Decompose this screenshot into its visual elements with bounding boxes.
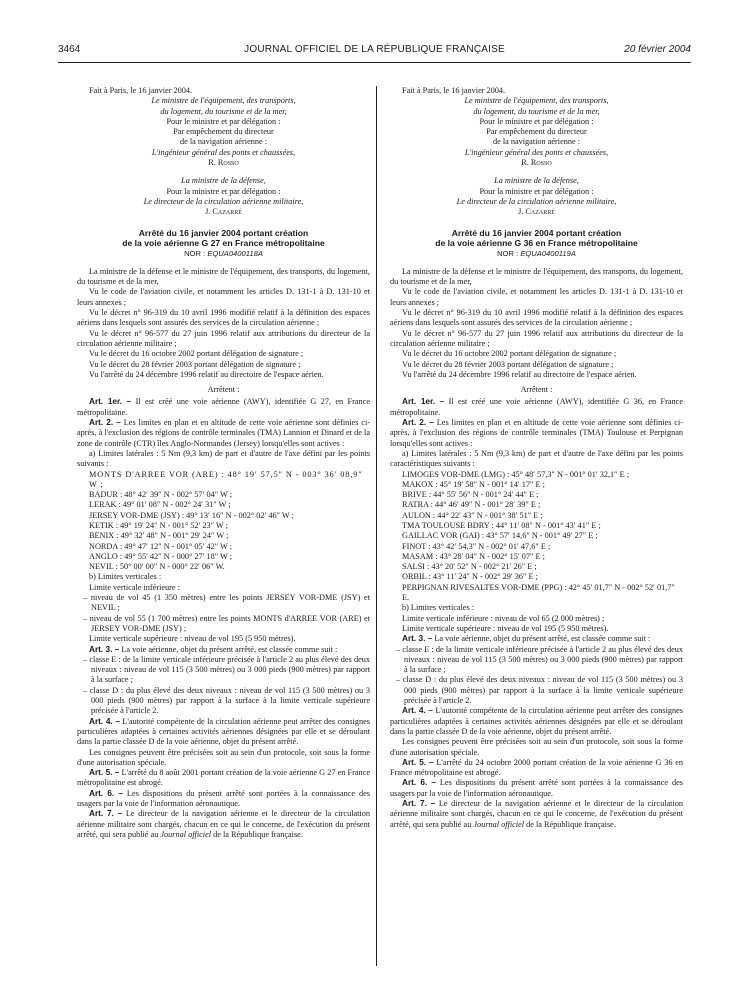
- journal-name: Journal officiel: [160, 829, 212, 839]
- class-item: – classe E : de la limite verticale inférieure précisée à l'article 2 au plus élevé des deux niveaux : niveau de vol 115 (3 500 mètres) ou 3 000 pieds (900 mètres) par rapport à la surface ;: [396, 644, 683, 675]
- preamble-paragraph: Vu le décret du 16 octobre 2002 portant délégation de signature ;: [89, 349, 304, 359]
- article-text-end: de la République française.: [526, 819, 616, 829]
- signature-line: La ministre de la défense,: [494, 176, 579, 186]
- waypoint: LERAK : 49° 01′ 08″ N - 002° 24′ 31″ W ;: [89, 500, 231, 510]
- vertical-limits: b) Limites verticales :: [89, 572, 162, 582]
- preamble-paragraph: Vu le décret n° 96-319 du 10 avril 1996 modifié relatif à la définition des espaces aériens dans lesquels sont assurés des services de la circulation aérienne ;: [390, 308, 683, 328]
- signature-line: du logement, du tourisme et de la mer,: [473, 106, 600, 116]
- signature-line: Par empêchement du directeur: [486, 127, 587, 137]
- signature-line: Pour le ministre et par délégation :: [479, 116, 594, 126]
- nor-code: EQUA0400118A: [207, 248, 263, 258]
- signature-line: La ministre de la défense,: [181, 176, 266, 186]
- decree-title-line: de la voie aérienne G 27 en France métropolitaine: [122, 238, 325, 249]
- waypoint: ANGLO : 49° 55′ 42″ N - 000° 27′ 18″ W ;: [89, 551, 233, 561]
- waypoint: ORBIL : 43° 11′ 24″ N - 002° 29′ 36″ E ;: [402, 572, 538, 582]
- article-text: La voie aérienne, objet du présent arrêté, est classée comme suit :: [434, 634, 651, 644]
- preamble-paragraph: Vu le décret n° 96-319 du 10 avril 1996 modifié relatif à la définition des espaces aériens dans lesquels sont assurés des services de la circulation aérienne ;: [77, 308, 370, 328]
- article-label: Art. 2. –: [402, 418, 434, 428]
- signature-line: L'ingénieur général des ponts et chaussées,: [151, 147, 296, 157]
- arretent-heading: Arrêtent :: [207, 385, 240, 395]
- lower-limit-item: – niveau de vol 45 (1 350 mètres) entre les points JERSEY VOR-DME (JSY) et NEVIL ;: [83, 593, 370, 613]
- waypoint: MONTS D'ARREE VOR (ARE) : 48° 19′ 57,5″ N - 003° 36′ 08,9″ W ;: [89, 469, 363, 489]
- article-label: Art. 6. –: [89, 788, 123, 798]
- waypoint: NORDA : 49° 47′ 12″ N - 001° 05′ 42″ W ;: [89, 541, 233, 551]
- waypoint: AULON : 44° 22′ 43″ N - 001° 38′ 51″ E ;: [402, 510, 543, 520]
- article-1: [77, 397, 370, 418]
- waypoint: KETIK : 49° 19′ 24″ N - 001° 52′ 23″ W ;: [89, 520, 228, 530]
- article-text: Il est créé une voie aérienne (AWY), identifiée G 36, en France métropolitaine.: [390, 397, 684, 417]
- nor-reference: [390, 249, 683, 259]
- preamble-paragraph: La ministre de la défense et le ministre de l'équipement, des transports, du logement, du tourisme et de la mer,: [77, 266, 370, 287]
- preamble-paragraph: Vu l'arrêté du 24 décembre 1996 relatif au directoire de l'espace aérien.: [89, 369, 324, 379]
- signature-place-date: Fait à Paris, le 16 janvier 2004.: [402, 86, 506, 95]
- vertical-limits: b) Limites verticales :: [402, 603, 475, 613]
- decree-title-line: Arrêté du 16 janvier 2004 portant création: [138, 227, 309, 238]
- waypoint: SALSI : 43° 20′ 52″ N - 002° 21′ 26″ E ;: [402, 562, 537, 572]
- signature-line: Le directeur de la circulation aérienne militaire,: [143, 196, 304, 206]
- preamble-paragraph: Vu le décret n° 96-577 du 27 juin 1996 relatif aux attributions du directeur de la circulation aérienne militaire ;: [390, 328, 683, 348]
- lower-limit: Limite verticale inférieure : niveau de vol 65 (2 000 mètres) ;: [402, 613, 605, 623]
- lower-limit: Limite verticale inférieure :: [89, 582, 180, 592]
- article-text: L'autorité compétente de la circulation aérienne peut arrêter des consignes particulières adaptées à certaines activités aériennes désignées par elle et se déroulant dans la partie classée D de la voie aérienne, objet du présent arrêté.: [390, 706, 683, 736]
- class-item: – classe D : du plus élevé des deux niveaux : niveau de vol 115 (3 500 mètres) ou 3 000 pieds (900 mètres) par rapport à la surface à la limite verticale supérieure précisée à l'article 2.: [83, 685, 370, 716]
- signature-line: Le directeur de la circulation aérienne militaire,: [456, 196, 617, 206]
- article-text: L'arrêté du 24 octobre 2000 portant création de la voie aérienne G 36 en France métropolitaine est abrogé.: [390, 757, 683, 778]
- article-6: [77, 789, 370, 810]
- issue-date: 20 février 2004: [624, 44, 691, 55]
- article-label: Art. 1er. –: [402, 397, 445, 407]
- signature-line: Pour la ministre et par délégation :: [479, 186, 594, 196]
- preamble-paragraph: Vu l'arrêté du 24 décembre 1996 relatif au directoire de l'espace aérien.: [402, 369, 637, 379]
- preamble-paragraph: Vu le décret n° 96-577 du 27 juin 1996 relatif aux attributions du directeur de la circulation aérienne militaire ;: [77, 328, 370, 348]
- article-3: [77, 645, 370, 655]
- lower-limit-item: – niveau de vol 55 (1 700 mètres) entre les points MONTS d'ARREE VOR (ARE) et JERSEY VOR-DME (JSY) ;: [83, 613, 370, 633]
- article-text: Les dispositions du présent arrêté sont portées à la connaissance des usagers par la voie de l'information aéronautique.: [390, 778, 683, 798]
- waypoint: BADUR : 48° 42′ 39″ N - 002° 57′ 04″ W ;: [89, 490, 233, 500]
- header-rule: [58, 62, 691, 63]
- article-3: [390, 634, 683, 644]
- right-column: [390, 86, 683, 830]
- signature-line: du logement, du tourisme et de la mer,: [160, 106, 287, 116]
- preamble-paragraph: Vu le code de l'aviation civile, et notamment les articles D. 131-1 à D. 131-10 et leurs annexes ;: [77, 287, 370, 307]
- left-column: [77, 86, 370, 840]
- signatory-name: J. Cazarré: [518, 207, 555, 217]
- decree-title: [77, 228, 370, 249]
- signatory-name: R. Rosso: [521, 158, 552, 168]
- column-separator: [376, 86, 377, 966]
- waypoint: BRIVE : 44° 55′ 56″ N - 001° 24′ 44″ E ;: [402, 490, 539, 500]
- waypoint: MASAM : 43° 28′ 04″ N - 002° 15′ 07″ E ;: [402, 551, 545, 561]
- signature-line: Pour la ministre et par délégation :: [166, 186, 281, 196]
- signature-line: Par empêchement du directeur: [173, 127, 274, 137]
- waypoint: GAILLAC VOR (GAI) : 43° 57′ 14,6″ N - 001° 49′ 27″ E ;: [402, 531, 598, 541]
- class-item: – classe E : de la limite verticale inférieure précisée à l'article 2 au plus élevé des deux niveaux : niveau de vol 115 (3 500 mètres) ou 3 000 pieds (900 mètres) par rapport à la surface ;: [83, 654, 370, 685]
- article-text: L'arrêté du 8 août 2001 portant création de la voie aérienne G 27 en France métropolitaine est abrogé.: [77, 768, 371, 788]
- article-label: Art. 7. –: [402, 799, 436, 808]
- lateral-limits: a) Limites latérales : 5 Nm (9,3 km) de part et d'autre de l'axe défini par les points suivants :: [77, 448, 370, 469]
- decree-title-line: Arrêté du 16 janvier 2004 portant création: [451, 227, 622, 238]
- upper-limit: Limite verticale supérieure : niveau de vol 195 (5 950 mètres).: [402, 623, 609, 633]
- article-5: [390, 758, 683, 779]
- nor-label: NOR :: [497, 248, 519, 258]
- article-text: Le directeur de la navigation aérienne et le directeur de la circulation aérienne militaire sont chargés, chacun en ce qui le concerne, de l'exécution du présent arrêté, qui sera publié au: [77, 809, 370, 839]
- preamble-paragraph: La ministre de la défense et le ministre de l'équipement, des transports, du logement, du tourisme et de la mer,: [390, 266, 683, 287]
- page-header: [58, 44, 691, 60]
- article-6: [390, 778, 683, 799]
- nor-reference: [77, 249, 370, 259]
- page-number: 3464: [58, 44, 81, 55]
- article-4: [390, 706, 683, 737]
- article-text-end: de la République française.: [213, 829, 303, 839]
- article-text: Les limites en plan et en altitude de cette voie aérienne sont définies ci-après, à l'exclusion des régions de contrôle terminales (TMA) Lannion et Dinard et de la zone de contrôle (CTR) îles Anglo-Normandes (Jersey) lorsqu'elles sont actives :: [77, 418, 370, 448]
- article-text: L'autorité compétente de la circulation aérienne peut arrêter des consignes particulières adaptées à certaines activités aériennes désignées par elle et se déroulant dans la partie classée D de la voie aérienne, objet du présent arrêté.: [77, 716, 370, 747]
- waypoint: MAKOX : 45° 19′ 58″ N - 001° 14′ 17″ E ;: [402, 479, 545, 489]
- article-7: [390, 799, 683, 830]
- article-text: Le directeur de la navigation aérienne et le directeur de la circulation aérienne militaire sont chargés, chacun en ce qui le concerne, de l'exécution du présent arrêté, qui sera publié au: [390, 799, 683, 829]
- signature-line: de la navigation aérienne :: [492, 137, 581, 147]
- article-label: Art. 3. –: [402, 634, 433, 644]
- journal-title: JOURNAL OFFICIEL DE LA RÉPUBLIQUE FRANÇAISE: [244, 44, 505, 55]
- signatory-name: J. Cazarré: [205, 207, 242, 217]
- signatory-name: R. Rosso: [208, 158, 239, 168]
- journal-name: Journal officiel: [473, 819, 525, 829]
- article-label: Art. 5. –: [89, 768, 120, 778]
- article-4: [77, 717, 370, 748]
- article-2: [77, 418, 370, 449]
- signature-line: Le ministre de l'équipement, des transports,: [151, 96, 296, 106]
- class-item: – classe D : du plus élevé des deux niveaux : niveau de vol 115 (3 500 mètres) ou 3 000 pieds (900 mètres) par rapport à la surface à la limite verticale supérieure précisée à l'article 2.: [396, 675, 683, 706]
- article-4-paragraph: Les consignes peuvent être précisées soit au sein d'un protocole, soit sous la forme d'une autorisation spéciale.: [390, 737, 683, 757]
- signature-place-date: Fait à Paris, le 16 janvier 2004.: [89, 86, 193, 95]
- preamble-paragraph: Vu le décret du 28 février 2003 portant délégation de signature ;: [89, 359, 301, 369]
- signature-line: L'ingénieur général des ponts et chaussées,: [464, 147, 609, 157]
- article-label: Art. 2. –: [89, 418, 121, 428]
- decree-title-line: de la voie aérienne G 36 en France métropolitaine: [435, 238, 638, 249]
- article-label: Art. 4. –: [402, 706, 433, 716]
- article-label: Art. 6. –: [402, 778, 436, 788]
- waypoint: PERPIGNAN RIVESALTES VOR-DME (PPG) : 42° 45′ 01,7″ N - 002° 52′ 01,7″ E.: [402, 582, 675, 603]
- article-label: Art. 1er. –: [89, 397, 132, 407]
- arretent-heading: Arrêtent :: [520, 385, 553, 395]
- article-text: Les dispositions du présent arrêté sont portées à la connaissance des usagers par la voie de l'information aéronautique.: [77, 788, 370, 808]
- article-label: Art. 5. –: [402, 757, 434, 767]
- article-1: [390, 397, 683, 418]
- article-text: Il est créé une voie aérienne (AWY), identifiée G 27, en France métropolitaine.: [77, 397, 371, 417]
- article-label: Art. 3. –: [89, 644, 120, 654]
- upper-limit: Limite verticale supérieure : niveau de vol 195 (5 950 mètres).: [89, 634, 296, 644]
- nor-label: NOR :: [184, 248, 206, 258]
- waypoint: TMA TOULOUSE BDRY : 44° 11′ 08″ N - 001° 43′ 41″ E ;: [402, 520, 601, 530]
- nor-code: EQUA0400119A: [520, 248, 576, 258]
- lateral-limits: a) Limites latérales : 5 Nm (9,3 km) de part et d'autre de l'axe défini par les points caractéristiques suivants :: [390, 448, 683, 469]
- signature-line: Pour le ministre et par délégation :: [166, 116, 281, 126]
- preamble-paragraph: Vu le décret du 28 février 2003 portant délégation de signature ;: [402, 359, 614, 369]
- article-label: Art. 7. –: [89, 809, 123, 819]
- article-text: Les limites en plan et en altitude de cette voie aérienne sont définies ci-après, à l'exclusion des régions de contrôle terminales (TMA) Toulouse et Perpignan lorsqu'elles sont actives :: [390, 418, 683, 448]
- waypoint: RATRA : 44° 46′ 49″ N - 001° 28′ 39″ E ;: [402, 500, 541, 510]
- waypoint: FINOT : 43° 42′ 54,3″ N - 002° 01′ 47,6″ E ;: [402, 541, 551, 551]
- signature-line: Le ministre de l'équipement, des transports,: [464, 96, 609, 106]
- preamble-paragraph: Vu le décret du 16 octobre 2002 portant délégation de signature ;: [402, 349, 617, 359]
- preamble-paragraph: Vu le code de l'aviation civile, et notamment les articles D. 131-1 à D. 131-10 et leurs annexes ;: [390, 287, 683, 307]
- waypoint: NEVIL : 50° 00′ 00″ N - 000° 22′ 06″ W.: [89, 562, 225, 572]
- article-5: [77, 768, 370, 789]
- decree-title: [390, 228, 683, 249]
- waypoint: JERSEY VOR-DME (JSY) : 49° 13′ 16″ N - 002° 02′ 46″ W ;: [89, 510, 294, 520]
- article-4-paragraph: Les consignes peuvent être précisées soit au sein d'un protocole, soit sous la forme d'une autorisation spéciale.: [77, 747, 370, 767]
- article-7: [77, 809, 370, 840]
- waypoint: BENIX : 49° 32′ 48″ N - 001° 29′ 24″ W ;: [89, 531, 229, 541]
- article-text: La voie aérienne, objet du présent arrêté, est classée comme suit :: [121, 644, 338, 654]
- signature-line: de la navigation aérienne :: [179, 137, 268, 147]
- article-label: Art. 4. –: [89, 716, 120, 726]
- waypoint: LIMOGES VOR-DME (LMG) : 45° 48′ 57,3″ N - 001° 01′ 32,1″ E ;: [402, 469, 630, 479]
- article-2: [390, 418, 683, 449]
